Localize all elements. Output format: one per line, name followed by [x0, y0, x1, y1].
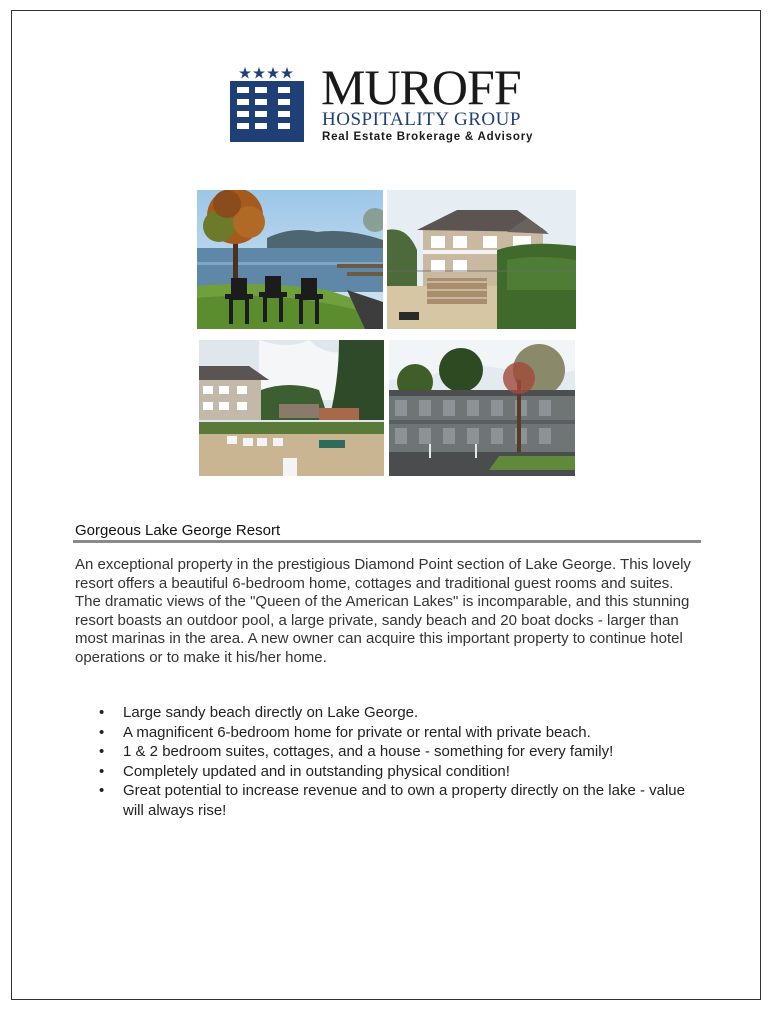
motel-guest-rooms-photo [389, 340, 575, 476]
sandy-beach-cottages-photo [199, 340, 384, 476]
building-logo-icon [228, 64, 306, 142]
bullet-icon: • [99, 704, 105, 721]
feature-text: 1 & 2 bedroom suites, cottages, and a house - something for every family! [123, 743, 614, 761]
list-item [75, 723, 703, 743]
lakefront-adirondack-chairs-photo [197, 190, 383, 329]
feature-text: Great potential to increase revenue and to own a property directly on the lake - value will always rise! [123, 782, 685, 819]
feature-text: Completely updated and in outstanding physical condition! [123, 762, 510, 780]
list-item [75, 762, 703, 782]
list-item [75, 742, 703, 762]
feature-list [75, 703, 703, 821]
logo-tagline: Real Estate Brokerage & Advisory [322, 131, 534, 143]
listing-description: An exceptional property in the prestigious Diamond Point section of Lake George. This lovely resort offers a beautiful 6-bedroom home, cottages and traditional guest rooms and suites. The dramatic views of the "Queen of the American Lakes" is incomparable, and this stunning resort boasts an outdoor pool, a large private, sandy beach and 20 boat docks - larger than most marinas in the area. A new owner can acquire this important property to continue hotel operations or to make it his/her home. [75, 556, 691, 666]
list-item [75, 703, 703, 723]
logo-name-line1: MUROFF [321, 59, 521, 115]
listing-heading: Gorgeous Lake George Resort [75, 522, 281, 539]
feature-text: A magnificent 6-bedroom home for private or rental with private beach. [123, 723, 591, 741]
bullet-icon: • [99, 782, 105, 800]
bullet-icon: • [99, 743, 105, 761]
bullet-icon: • [99, 723, 105, 741]
bullet-icon: • [99, 762, 105, 780]
document-page [11, 10, 761, 1000]
heading-divider [73, 540, 701, 543]
six-bedroom-house-photo [387, 190, 576, 329]
logo-name-line2: HOSPITALITY GROUP [322, 109, 521, 130]
list-item [75, 781, 703, 820]
company-logo [228, 59, 548, 144]
feature-text: Large sandy beach directly on Lake George. [123, 704, 419, 721]
